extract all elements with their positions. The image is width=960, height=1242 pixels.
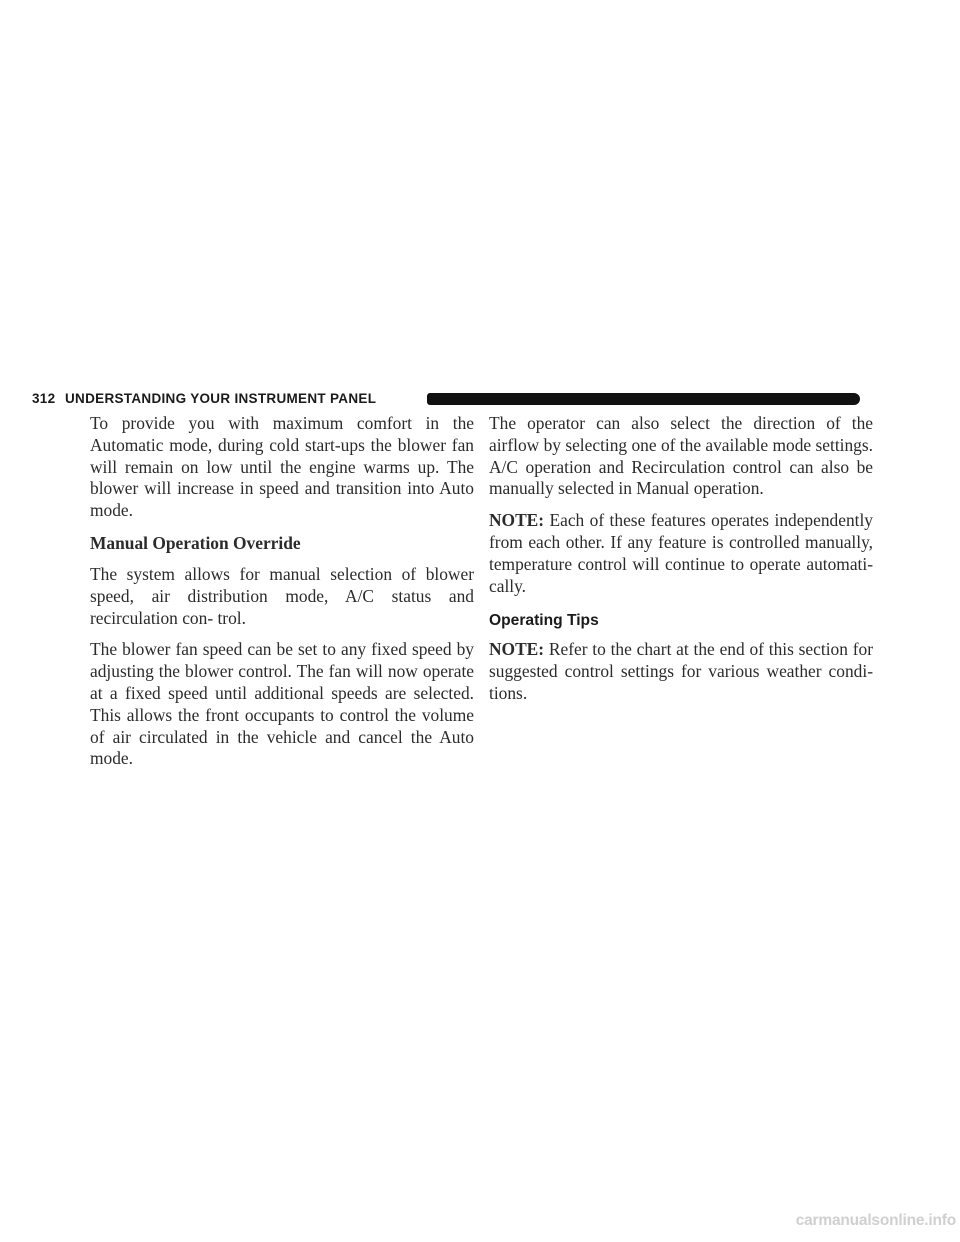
heading-manual-operation-override: Manual Operation Override — [90, 532, 301, 553]
section-title: UNDERSTANDING YOUR INSTRUMENT PANEL — [65, 391, 377, 406]
left-column — [90, 413, 474, 780]
page-header — [32, 388, 860, 410]
page-number: 312 — [32, 391, 56, 406]
heading-operating-tips: Operating Tips — [489, 612, 599, 630]
paragraph-blower-fan-speed: The blower fan speed can be set to any fixed speed by adjusting the blower control. The fan will now operate at a fixed speed until additional speeds are selected. This allows the front occupants to control the volume of air circulated in the vehicle and cancel the Auto mode. — [90, 639, 474, 769]
watermark: carmanualsonline.info — [795, 1212, 956, 1229]
paragraph-airflow-direction: The operator can also select the direction of the airflow by selecting one of the available mode settings. A/C operation and Recirculation control can also be manually selected in Manual operation. — [489, 413, 873, 499]
right-column — [489, 413, 873, 715]
header-rule — [427, 393, 860, 405]
note-independent-features — [489, 510, 873, 597]
paragraph-auto-mode-comfort: To provide you with maximum comfort in the Automatic mode, during cold start-ups the blower fan will remain on low until the engine warms up. The blower will increase in speed and transition into Auto mode. — [90, 413, 474, 521]
paragraph-manual-selection: The system allows for manual selection of blower speed, air distribution mode, A/C status and recirculation con- trol. — [90, 563, 474, 628]
note-chart-reference — [489, 639, 873, 704]
note-label: NOTE: — [489, 510, 545, 531]
note-text: Refer to the chart at the end of this section for suggested control settings for various weather condi- tions. — [489, 639, 873, 703]
note-label: NOTE: — [489, 639, 545, 660]
note-text: Each of these features operates independently from each other. If any feature is controlled manually, temperature control will continue to operate automati- cally. — [489, 510, 874, 596]
